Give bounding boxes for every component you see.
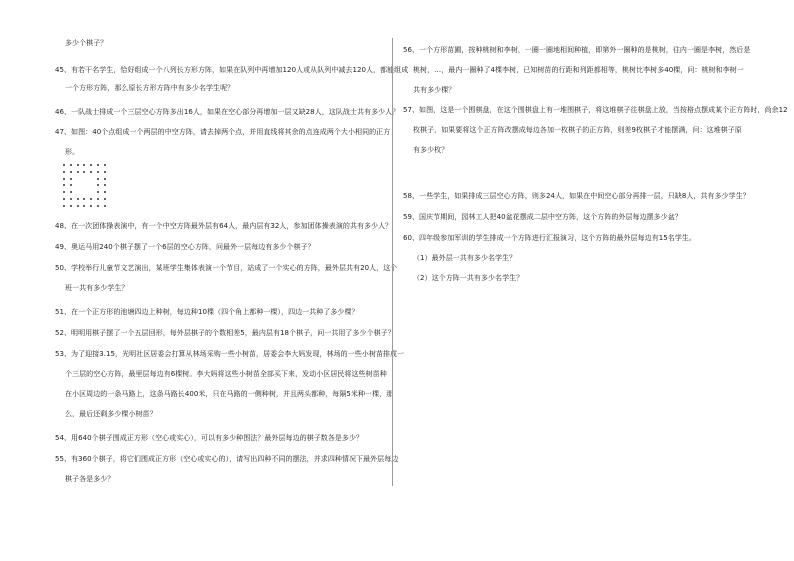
question-54: 54、用640个棋子围成正方形（空心或实心），可以有多少种围法？最外层每边的棋子数各是多少？ — [55, 434, 364, 442]
figure-dot — [104, 171, 106, 173]
figure-dot — [63, 198, 65, 200]
figure-dot — [90, 171, 92, 173]
figure-dot — [63, 205, 65, 207]
column-divider — [392, 38, 393, 486]
sub-question-1: （1）最外层一共有多少名学生？ — [413, 254, 517, 262]
figure-dot — [70, 178, 72, 180]
text-line: 个三层的空心方阵，最里层每边有6棵树。李大妈将这些小树苗全部买下来，发动小区居民将这些树苗种 — [65, 370, 387, 378]
figure-dot — [63, 184, 65, 186]
question-47: 47、如图：40个点组成一个两层的中空方阵，请去掉两个点，并用直线将其余的点连成两个大小相同的正方 — [55, 128, 391, 136]
dot-square-figure — [63, 164, 113, 206]
question-46: 46、一队战士排成一个三层空心方阵多出16人，如果在空心部分再增加一层又缺28人，这队战士共有多少人？ — [55, 108, 400, 116]
figure-dot — [70, 171, 72, 173]
text-line: 枚棋子，如果要将这个正方阵改摆成每边各加一枚棋子的正方阵，则差9枚棋子才能摆满，问：这堆棋子原 — [413, 126, 742, 134]
figure-dot — [97, 198, 99, 200]
text-line: 棋子各是多少？ — [65, 475, 115, 483]
text-line: 形。 — [65, 148, 80, 156]
text-line: 共有多少棵？ — [413, 86, 456, 94]
figure-dot — [97, 205, 99, 207]
figure-dot — [104, 184, 106, 186]
figure-dot — [63, 164, 65, 166]
question-58: 58、一些学生，如果排成三层空心方阵，则多24人，如果在中间空心部分再排一层，只缺8人，共有多少学生？ — [403, 192, 750, 200]
text-line: 班一共有多少学生？ — [65, 284, 129, 292]
figure-dot — [77, 164, 79, 166]
figure-dot — [63, 191, 65, 193]
figure-dot — [104, 164, 106, 166]
figure-dot — [70, 164, 72, 166]
text-line: 多少个棋子？ — [65, 39, 108, 47]
figure-dot — [97, 164, 99, 166]
figure-dot — [104, 191, 106, 193]
figure-dot — [77, 205, 79, 207]
figure-dot — [70, 198, 72, 200]
figure-dot — [70, 184, 72, 186]
figure-dot — [90, 164, 92, 166]
question-56: 56、一个方形苗圃，按种桃树和李树，一圈一圈地相间种植，即第外一圈种的是桃树，往内一圈是李树，然后是 — [403, 46, 751, 54]
figure-dot — [77, 171, 79, 173]
figure-dot — [90, 205, 92, 207]
question-50: 50、学校举行儿童节文艺演出，某班学生集体表演一个节目，站成了一个实心的方阵，最外层共有20人，这个 — [55, 264, 398, 272]
figure-dot — [77, 198, 79, 200]
figure-dot — [97, 171, 99, 173]
question-57: 57、如图，这是一个围棋盘，在这个围棋盘上有一堆围棋子，将这堆棋子往棋盘上放，当按格点摆成某个正方阵时，尚余12 — [403, 106, 788, 114]
figure-dot — [83, 164, 85, 166]
figure-dot — [97, 184, 99, 186]
figure-dot — [83, 205, 85, 207]
figure-dot — [63, 171, 65, 173]
figure-dot — [97, 178, 99, 180]
figure-dot — [83, 171, 85, 173]
question-48: 48、在一次团体操表演中，有一个中空方阵最外层有64人，最内层有32人，参加团体操表演的共有多少人？ — [55, 222, 393, 230]
question-55: 55、有360个棋子，将它们围成正方形（空心或实心的），请写出四种不同的摆法，并求四种情况下最外层每边 — [55, 455, 399, 463]
question-45: 45、有若干名学生，恰好组成一个八列长方形方阵，如果在队列中再增加120人或从队列中减去120人，都能组成 — [55, 66, 409, 74]
text-line: 有多少枚？ — [413, 146, 449, 154]
text-line: 么，最后还剩多少棵小树苗？ — [65, 410, 157, 418]
figure-dot — [83, 198, 85, 200]
question-51: 51、在一个正方形的池塘四边上种树，每边种10棵（四个角上都种一棵），四边一共种了多少棵？ — [55, 308, 359, 316]
text-line: 在小区周边的一条马路上，这条马路长400米，只在马路的一侧种树，并且两头都种，每隔5米种一棵，那 — [65, 390, 394, 398]
text-line: 桃树，…，最内一圈种了4棵李树，已知树苗的行距和列距都相等，桃树比李树多40棵，问：桃树和李树一 — [413, 66, 744, 74]
figure-dot — [70, 205, 72, 207]
figure-dot — [97, 191, 99, 193]
question-59: 59、国庆节期间，园林工人把40盆花摆成二层中空方阵，这个方阵的外层每边摆多少盆？ — [403, 213, 682, 221]
figure-dot — [104, 178, 106, 180]
sub-question-2: （2）这个方阵一共有多少名学生？ — [413, 274, 524, 282]
question-53: 53、为了迎接3.15，光明社区居委会打算从林场采购一些小树苗，居委会李大妈发现，林场的一些小树苗排成一 — [55, 350, 405, 358]
question-60: 60、四年级参加军训的学生排成一个方阵进行汇报演习，这个方阵的最外层每边有15名学生。 — [403, 234, 696, 242]
question-49: 49、奥运马用240个棋子摆了一个6层的空心方阵，问最外一层每边有多少个棋子？ — [55, 243, 315, 251]
figure-dot — [70, 191, 72, 193]
figure-dot — [104, 205, 106, 207]
figure-dot — [104, 198, 106, 200]
figure-dot — [63, 178, 65, 180]
figure-dot — [90, 198, 92, 200]
question-52: 52、明明用棋子摆了一个五层回形，每外层棋子的个数相差5，最内层有18个棋子，问一共用了多少个棋子？ — [55, 329, 395, 337]
text-line: 一个方形方阵，那么原长方形方阵中有多少名学生呢？ — [65, 84, 235, 92]
